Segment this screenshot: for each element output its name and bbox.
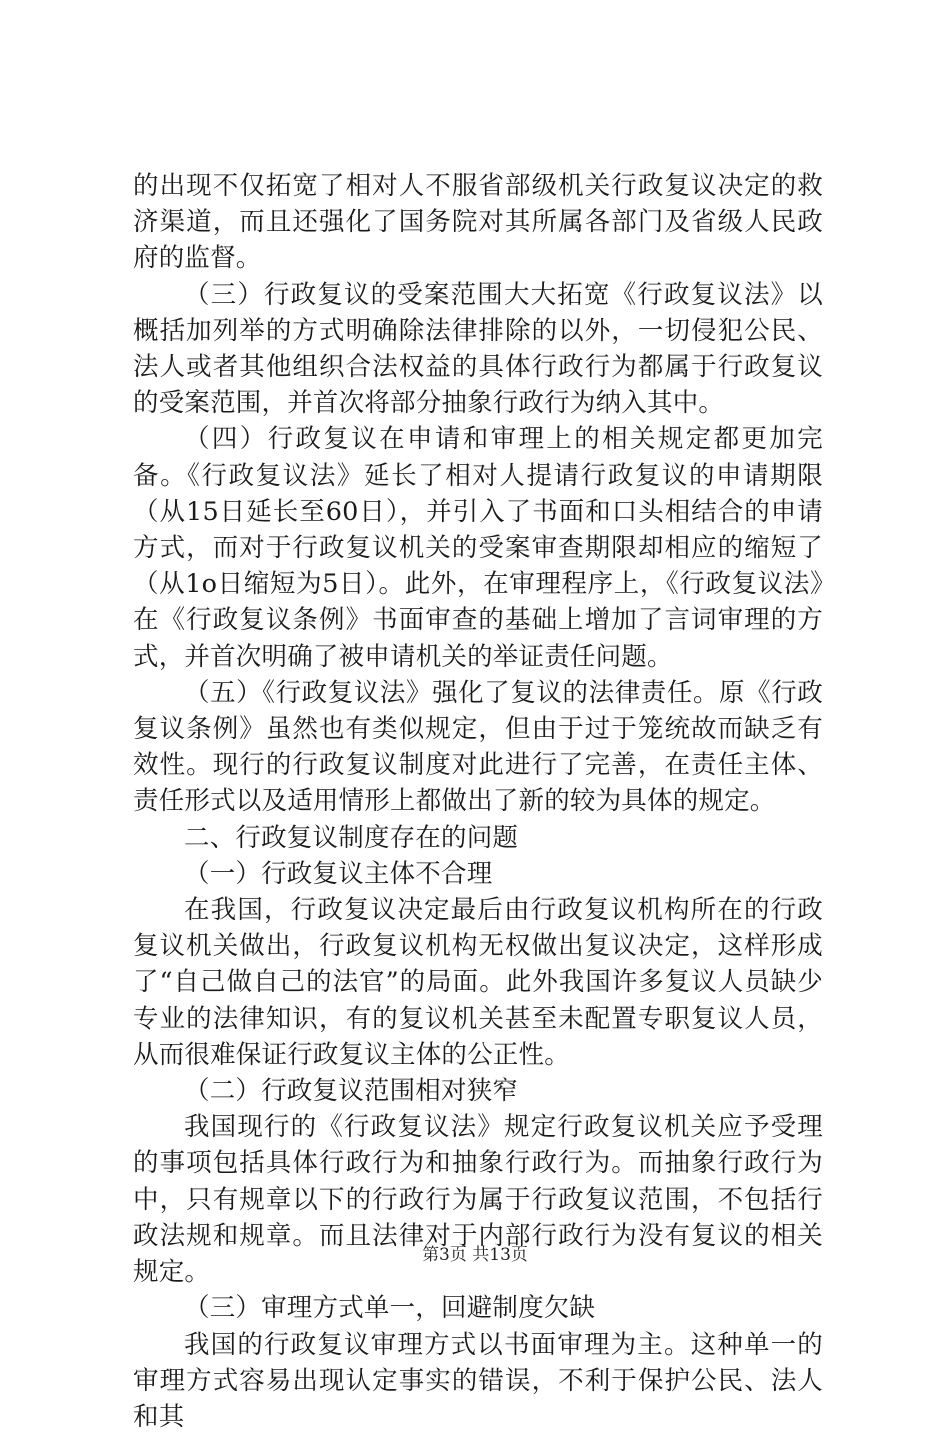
- paragraph-6: 我国现行的《行政复议法》规定行政复议机关应予受理的事项包括具体行政行为和抽象行政行为。而抽象行政行为中，只有规章以下的行政行为属于行政复议范围，不包括行政法规和规章。而且法律对于内部行政行为没有复议的相关规定。: [133, 1109, 823, 1290]
- paragraph-7: 我国的行政复议审理方式以书面审理为主。这种单一的审理方式容易出现认定事实的错误，不利于保护公民、法人和其: [133, 1327, 823, 1435]
- paragraph-2: （三）行政复议的受案范围大大拓宽《行政复议法》以概括加列举的方式明确除法律排除的以外，一切侵犯公民、法人或者其他组织合法权益的具体行政行为都属于行政复议的受案范围，并首次将部分抽象行政行为纳入其中。: [133, 277, 823, 422]
- subsection-heading-3: （三）审理方式单一，回避制度欠缺: [133, 1290, 823, 1326]
- paragraph-4: （五）《行政复议法》强化了复议的法律责任。原《行政复议条例》虽然也有类似规定，但由于过于笼统故而缺乏有效性。现行的行政复议制度对此进行了完善，在责任主体、责任形式以及适用情形上都做出了新的较为具体的规定。: [133, 675, 823, 820]
- paragraph-5: 在我国，行政复议决定最后由行政复议机构所在的行政复议机关做出，行政复议机构无权做出复议决定，这样形成了“自己做自己的法官”的局面。此外我国许多复议人员缺少专业的法律知识，有的复议机关甚至未配置专职复议人员，从而很难保证行政复议主体的公正性。: [133, 892, 823, 1073]
- subsection-heading-1: （一）行政复议主体不合理: [133, 856, 823, 892]
- page-number-footer: 第3页 共13页: [0, 1240, 950, 1265]
- paragraph-1: 的出现不仅拓宽了相对人不服省部级机关行政复议决定的救济渠道，而且还强化了国务院对其所属各部门及省级人民政府的监督。: [133, 168, 823, 277]
- paragraph-3: （四）行政复议在申请和审理上的相关规定都更加完备。《行政复议法》延长了相对人提请行政复议的申请期限（从15日延长至60日），并引入了书面和口头相结合的申请方式，而对于行政复议机关的受案审查期限却相应的缩短了（从1o日缩短为5日）。此外，在审理程序上，《行政复议法》在《行政复议条例》书面审查的基础上增加了言词审理的方式，并首次明确了被申请机关的举证责任问题。: [133, 421, 823, 674]
- subsection-heading-2: （二）行政复议范围相对狭窄: [133, 1073, 823, 1109]
- section-heading-2: 二、行政复议制度存在的问题: [133, 820, 823, 856]
